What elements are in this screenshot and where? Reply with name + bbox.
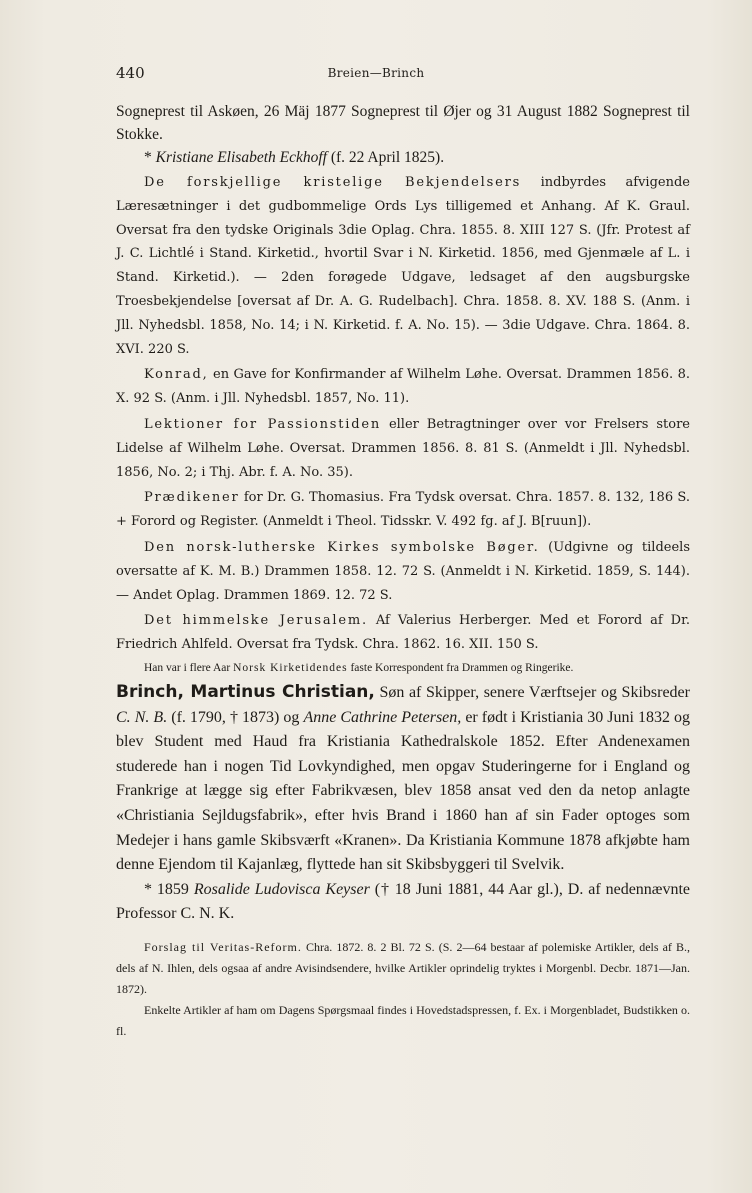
bibliography-entry xyxy=(116,363,690,411)
work-details: Chra. 1872. 8. 2 Bl. 72 S. (S. 2—64 bestaar af polemiske Artikler, dels af B., dels af N. Ihlen, dels ogsaa af andre Avisindsendere, hvilke Artikler oprindelig tryktes i Morgenbl. Decbr. 1871—Jan. 1872). xyxy=(116,939,690,996)
spouse-dates: (f. 22 April 1825). xyxy=(326,149,445,166)
bibliography-entry xyxy=(116,486,690,534)
work-title: Konrad, xyxy=(144,367,209,383)
mother-name: Anne Cathrine Petersen, xyxy=(303,708,462,726)
work-title: Forslag til Veritas-Reform. xyxy=(144,939,302,954)
bibliography-entry xyxy=(116,171,690,361)
wife-name: Rosalide Ludovisca Keyser xyxy=(193,880,370,898)
entry-headword: Brinch, Martinus Christian, xyxy=(116,682,375,702)
work-details: Af Valerius Herberger. Med et Forord af Dr. Friedrich Ahlfeld. Oversat fra Tydsk. Chra. 1862. 16. XII. 150 S. xyxy=(116,613,691,653)
bibliography-entry xyxy=(116,937,690,1000)
running-head: Breien—Brinch xyxy=(327,66,425,80)
bibliography-entry xyxy=(116,536,690,607)
work-details: en Gave for Konfirmander af Wilhelm Løhe. Oversat. Drammen 1856. 8. X. 92 S. (Anm. i Jll. Nyhedsbl. 1857, No. 11). xyxy=(116,367,690,407)
father-name: C. N. B. xyxy=(116,708,168,726)
work-details: for Dr. G. Thomasius. Fra Tydsk oversat. Chra. 1857. 8. 132, 186 S. + Forord og Register. (Anmeldt i Theol. Tidsskr. V. 492 fg. af J. B[ruun]). xyxy=(116,490,690,530)
work-details: indbyrdes afvigende Læresætninger i det gudbommelige Ords Lys tilligemed et Anhang. Af K. Graul. Oversat fra den tydske Originals 3die Oplag. Chra. 1855. 8. XIII 127 S. (Jfr. Protest af J. C. Lichtlé i Stand. Kirketid., hvortil Svar i N. Kirketid. 1856, med Gjenmæle af L. i Stand. Kirketid.). — 2den forøgede Udgave, ledsaget af den augsburgske Troesbekjendelse [oversat af Dr. A. G. Rudelbach]. Chra. 1858. 8. XV. 188 S. (Anm. i Jll. Nyhedsbl. 1858, No. 14; i N. Kirketid. f. A. No. 15). — 3die Udgave. Chra. 1864. 8. XVI. 220 S. xyxy=(116,175,690,357)
work-title: Det himmelske Jerusalem. xyxy=(144,613,368,629)
work-title: Prædikener xyxy=(144,490,240,506)
spouse-name: Kristiane Elisabeth Eckhoff xyxy=(155,149,327,166)
work-title: Den norsk-lutherske Kirkes symbolske Bøger. xyxy=(144,539,540,555)
spouse-line xyxy=(116,146,690,169)
work-details: eller Betragtninger over vor Frelsers store Lidelse af Wilhelm Løhe. Oversat. Drammen 1856. 8. 81 S. (Anmeldt i Jll. Nyhedsbl. 1856, No. 2; i Thj. Abr. f. A. No. 35). xyxy=(116,416,690,480)
breien-entry-continuation xyxy=(116,100,690,678)
bibliography-entry xyxy=(116,413,690,484)
brinch-entry xyxy=(116,680,690,1042)
page-number: 440 xyxy=(116,64,145,82)
journal-name: Norsk Kirketidendes xyxy=(233,661,348,674)
marriage-star: * xyxy=(144,149,156,166)
biography-paragraph: Brinch, Martinus Christian, Søn af Skipper, senere Værftsejer og Skibsreder C. N. B. (f. 1790, † 1873) og Anne Cathrine Petersen, er født i Kristiania 30 Juni 1832 og blev Student med Haud fra Kristiania Kathedralskole 1852. Efter Andenexamen studerede han i nogen Tid Lovkyndighed, men opgav Studeringerne for i England og Frankrige at lægge sig efter Fabrikvæsen, blev 1858 ansat ved den da netop anlagte «Christiania Sejldugsfabrik», efter hvis Brand i 1860 han af sin Fader optoges som Medejer i hans gamle Skibsværft «Kranen». Da Kristiania Kommune 1878 afkjøbte ham denne Ejendom til Kajanlæg, flyttede han sit Skibsbyggeri til Svelvik. xyxy=(116,682,690,874)
correspondent-note: Han var i flere Aar Norsk Kirketidendes faste Korrespondent fra Drammen og Ringerike. xyxy=(144,661,574,674)
closing-note: Enkelte Artikler af ham om Dagens Spørgsmaal findes i Hovedstadspressen, f. Ex. i Morgenbladet, Budstikken o. fl. xyxy=(116,1002,690,1038)
work-title: De forskjellige kristelige Bekjendelsers xyxy=(144,175,522,190)
bibliography-entry xyxy=(116,609,690,657)
work-details: (Udgivne og tildeels oversatte af K. M. B.) Drammen 1858. 12. 72 S. (Anmeldt i N. Kirketid. 1859, S. 144). — Andet Oplag. Drammen 1869. 12. 72 S. xyxy=(116,539,690,603)
marriage-line: * 1859 Rosalide Ludovisca Keyser († 18 Juni 1881, 44 Aar gl.), D. af nedennævnte Professor C. N. K. xyxy=(116,880,691,923)
career-paragraph: Sogneprest til Askøen, 26 Mäj 1877 Sogneprest til Øjer og 31 August 1882 Sogneprest til Stokke. xyxy=(116,103,690,143)
work-title: Lektioner for Passionstiden xyxy=(144,416,382,432)
